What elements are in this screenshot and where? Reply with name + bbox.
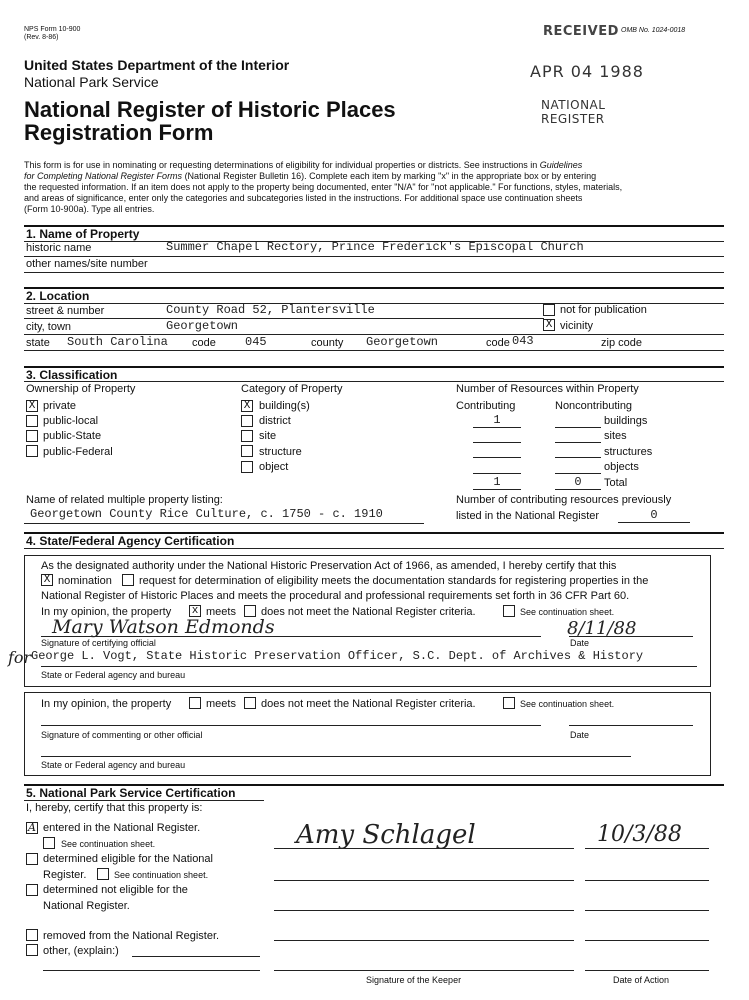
continuation-sheet-checkbox[interactable] — [503, 605, 515, 617]
section-1-heading: 1. Name of Property — [26, 227, 140, 241]
entered-continuation-checkbox[interactable] — [43, 837, 55, 849]
determined-eligible-label: determined eligible for the National — [43, 853, 213, 865]
divider — [24, 350, 724, 351]
form-number: NPS Form 10-900 — [24, 26, 81, 33]
agency-field[interactable]: George L. Vogt, State Historic Preservation Officer, S.C. Dept. of Archives & History — [31, 649, 644, 663]
date-line — [585, 848, 709, 849]
noncontributing-objects-field[interactable] — [555, 459, 601, 474]
previously-listed-label: listed in the National Register — [456, 510, 600, 522]
meets-label: meets — [206, 606, 236, 618]
historic-name-field[interactable]: Summer Chapel Rectory, Prince Frederick's Episcopal Church — [166, 240, 584, 254]
action-date: 10/3/88 — [597, 822, 682, 847]
contributing-structures-field[interactable] — [473, 443, 521, 458]
city-label: city, town — [26, 321, 72, 333]
resource-buildings-label: buildings — [604, 415, 648, 427]
ownership-heading: Ownership of Property — [26, 383, 136, 395]
divider — [24, 381, 724, 382]
signature-line — [274, 940, 574, 941]
date-line — [569, 636, 693, 637]
does-not-meet-checkbox[interactable] — [244, 697, 256, 709]
resource-structures-label: structures — [604, 446, 653, 458]
divider — [24, 548, 724, 549]
does-not-meet-label: does not meet the National Register criteria. — [261, 606, 476, 618]
intro-text: (Form 10-900a). Type all entries. — [24, 204, 155, 214]
certification-text: request for determination of eligibility meets the documentation standards for registering properties in the — [139, 575, 649, 587]
meets-checkbox[interactable] — [189, 697, 201, 709]
continuation-sheet-label: See continuation sheet. — [520, 699, 615, 709]
county-code-label: code — [486, 337, 510, 349]
section-4-heading: 4. State/Federal Agency Certification — [26, 534, 235, 548]
category-structure-label: structure — [259, 446, 302, 458]
date-label: Date — [570, 730, 590, 740]
agency-label: State or Federal agency and bureau — [41, 760, 186, 770]
ownership-public-state-checkbox[interactable] — [26, 430, 38, 442]
service-name: National Park Service — [24, 74, 159, 90]
meets-checkbox[interactable]: x — [189, 605, 201, 617]
agency-line — [41, 756, 631, 757]
historic-name-label: historic name — [26, 242, 92, 254]
signature-line — [41, 636, 541, 637]
previously-listed-label: Number of contributing resources previously — [456, 494, 672, 506]
signature-label: Signature of certifying official — [41, 638, 156, 648]
multiple-property-label: Name of related multiple property listing: — [26, 494, 223, 506]
determined-eligible-label: Register. — [43, 869, 87, 881]
resource-objects-label: objects — [604, 461, 639, 473]
continuation-sheet-label: See continuation sheet. — [114, 870, 209, 880]
divider — [24, 272, 724, 273]
signature-line — [274, 970, 574, 971]
determined-eligible-checkbox[interactable] — [26, 853, 38, 865]
street-label: street & number — [26, 305, 105, 317]
nps-certify-text: I, hereby, certify that this property is: — [26, 802, 203, 814]
ownership-public-federal-label: public-Federal — [43, 446, 113, 458]
ownership-private-checkbox[interactable]: X — [26, 400, 38, 412]
opinion-label: In my opinion, the property — [41, 606, 172, 618]
not-for-publication-checkbox[interactable] — [543, 304, 555, 316]
divider — [24, 256, 724, 257]
state-code-label: code — [192, 337, 216, 349]
state-field[interactable]: South Carolina — [67, 335, 168, 349]
contributing-buildings-field[interactable]: 1 — [473, 413, 521, 428]
ownership-public-local-checkbox[interactable] — [26, 415, 38, 427]
street-field[interactable]: County Road 52, Plantersville — [166, 303, 375, 317]
category-site-checkbox[interactable] — [241, 430, 253, 442]
resources-heading: Number of Resources within Property — [456, 383, 639, 395]
continuation-sheet-label: See continuation sheet. — [61, 839, 156, 849]
multiple-property-field[interactable]: Georgetown County Rice Culture, c. 1750 - c. 1910 — [30, 507, 383, 521]
county-code-field[interactable]: 043 — [512, 334, 534, 348]
noncontributing-buildings-field[interactable] — [555, 413, 601, 428]
intro-text: This form is for use in nominating or requesting determinations of eligibility for individual properties or districts. See instructions in Guidelines — [24, 160, 583, 170]
entered-label: entered in the National Register. — [43, 822, 201, 834]
not-eligible-label: determined not eligible for the — [43, 884, 188, 896]
opinion-label: In my opinion, the property — [41, 698, 172, 710]
not-eligible-label: National Register. — [43, 900, 130, 912]
form-subtitle: Registration Form — [24, 120, 214, 145]
noncontributing-sites-field[interactable] — [555, 428, 601, 443]
meets-label: meets — [206, 698, 236, 710]
section-3-heading: 3. Classification — [26, 368, 118, 382]
other-label: other, (explain:) — [43, 945, 119, 957]
signature-line — [274, 848, 574, 849]
noncontributing-total-field[interactable]: 0 — [555, 475, 601, 490]
category-heading: Category of Property — [241, 383, 343, 395]
for-mark: for — [8, 648, 32, 667]
resource-total-label: Total — [604, 477, 628, 489]
previously-listed-field[interactable]: 0 — [618, 508, 690, 523]
section-2-heading: 2. Location — [26, 289, 90, 303]
divider — [24, 523, 424, 524]
contributing-objects-field[interactable] — [473, 459, 521, 474]
other-line — [43, 970, 260, 971]
signature-line — [274, 910, 574, 911]
signature-line — [274, 880, 574, 881]
agency-line — [41, 666, 697, 667]
other-checkbox[interactable] — [26, 944, 38, 956]
ownership-private-label: private — [43, 400, 77, 412]
county-field[interactable]: Georgetown — [366, 335, 439, 349]
commenting-signature-label: Signature of commenting or other official — [41, 730, 203, 740]
intro-text: for Completing National Register Forms (National Register Bulletin 16). Complete each item by marking "x" in the appropriate box or by entering — [24, 171, 597, 181]
section-5-heading: 5. National Park Service Certification — [26, 786, 236, 800]
resource-sites-label: sites — [604, 430, 627, 442]
certification-text: National Register of Historic Places and meets the procedural and professional requirements set forth in 36 CFR Part 60. — [41, 590, 630, 602]
vicinity-label: vicinity — [560, 320, 594, 332]
category-structure-checkbox[interactable] — [241, 445, 253, 457]
other-line — [132, 956, 260, 957]
received-date-stamp: APR 04 1988 — [530, 62, 644, 81]
noncontributing-structures-field[interactable] — [555, 443, 601, 458]
county-label: county — [311, 337, 344, 349]
date-label: Date — [570, 638, 590, 648]
category-object-label: object — [259, 461, 289, 473]
category-site-label: site — [259, 430, 277, 442]
state-label: state — [26, 337, 50, 349]
register-stamp: REGISTER — [541, 112, 605, 126]
city-field[interactable]: Georgetown — [166, 319, 239, 333]
ownership-public-state-label: public-State — [43, 430, 102, 442]
state-code-field[interactable]: 045 — [245, 335, 267, 349]
date-line — [585, 910, 709, 911]
divider — [24, 287, 724, 289]
request-checkbox[interactable] — [122, 574, 134, 586]
nomination-label: nomination — [58, 575, 112, 587]
category-object-checkbox[interactable] — [241, 461, 253, 473]
certification-date: 8/11/88 — [567, 618, 637, 639]
divider — [24, 800, 264, 801]
keeper-signature: Amy Schlagel — [296, 820, 476, 850]
eligible-continuation-checkbox[interactable] — [97, 868, 109, 880]
does-not-meet-label: does not meet the National Register criteria. — [261, 698, 476, 710]
vicinity-checkbox[interactable]: X — [543, 319, 555, 331]
date-line — [585, 880, 709, 881]
intro-text: and areas of significance, enter only the categories and subcategories listed in the instructions. For additional space use continuation sheets — [24, 193, 583, 203]
nomination-checkbox[interactable]: X — [41, 574, 53, 586]
date-line — [569, 725, 693, 726]
contributing-sites-field[interactable] — [473, 428, 521, 443]
received-stamp: RECEIVED — [543, 24, 619, 39]
contributing-total-field[interactable]: 1 — [473, 475, 521, 490]
certification-text: As the designated authority under the National Historic Preservation Act of 1966, as amended, I hereby certify that this — [41, 560, 617, 572]
removed-label: removed from the National Register. — [43, 930, 220, 942]
agency-label: State or Federal agency and bureau — [41, 670, 186, 680]
ownership-public-local-label: public-local — [43, 415, 99, 427]
not-eligible-checkbox[interactable] — [26, 884, 38, 896]
certifying-official-signature: Mary Watson Edmonds — [52, 616, 275, 638]
form-title: National Register of Historic Places — [24, 97, 396, 122]
category-building-checkbox[interactable]: X — [241, 400, 253, 412]
category-district-label: district — [259, 415, 291, 427]
removed-checkbox[interactable] — [26, 929, 38, 941]
date-line — [585, 940, 709, 941]
continuation-sheet-checkbox[interactable] — [503, 697, 515, 709]
noncontributing-heading: Noncontributing — [555, 400, 633, 412]
department-name: United States Department of the Interior — [24, 57, 290, 73]
omb-number: OMB No. 1024-0018 — [621, 27, 686, 34]
intro-text: the requested information. If an item does not apply to the property being documented, enter "N/A" for "not applicable." For functions, styles, materials, — [24, 182, 623, 192]
form-revision: (Rev. 8-86) — [24, 34, 59, 41]
contributing-heading: Contributing — [456, 400, 516, 412]
divider — [24, 366, 724, 368]
not-for-publication-label: not for publication — [560, 304, 647, 316]
other-names-label: other names/site number — [26, 258, 148, 270]
keeper-label: Signature of the Keeper — [366, 975, 462, 985]
category-building-label: building(s) — [259, 400, 310, 412]
date-line — [585, 970, 709, 971]
category-district-checkbox[interactable] — [241, 415, 253, 427]
divider — [24, 318, 544, 319]
national-stamp: NATIONAL — [541, 98, 606, 112]
continuation-sheet-label: See continuation sheet. — [520, 607, 615, 617]
signature-line — [41, 725, 541, 726]
entered-checkbox[interactable]: A — [26, 822, 38, 834]
action-date-label: Date of Action — [613, 975, 670, 985]
zip-label: zip code — [601, 337, 642, 349]
ownership-public-federal-checkbox[interactable] — [26, 445, 38, 457]
